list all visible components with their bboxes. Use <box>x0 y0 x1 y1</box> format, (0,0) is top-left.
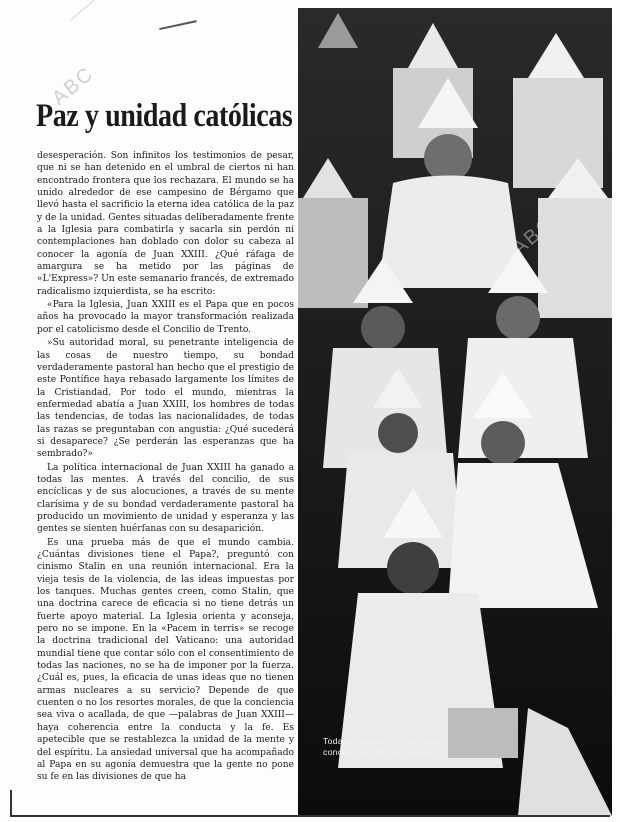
watermark-line <box>70 0 186 21</box>
top-scan-mark <box>159 20 199 40</box>
article-paragraph: desesperación. Son infinitos los testimonios de pesar, que ni se han detenido en el umbral de ciertos ni han encontrado frontera que los rechazara. El mundo se ha unido alrededor de ese campesino de Bérgamo que llevó hasta el sacrificio la eterna idea católica de la paz y de la unidad. Gentes situadas deliberadamente frente a la Iglesia para combatirla y sacarla sin perdón ni contemplaciones han doblado con dolor su cabeza al conocer la agonía de Juan XXIII. ¿Qué ráfaga de amargura se ha metido por las páginas de «L'Express»? Un este semanario francés, de extremado radicalismo izquierdista, se ha escrito: <box>37 151 294 297</box>
article-paragraph: La política internacional de Juan XXIII ha ganado a todas las mentes. A través del concilio, de sus encíclicas y de sus alocuciones, a través de su mente clarísima y de su bondad verdaderamente pastoral ha producido un movimiento de unidad y esperanza y las gentes se sienten huérfanas con su desaparición. <box>37 462 294 535</box>
page-corner-rule <box>10 790 12 817</box>
abc-watermark: ABC <box>508 212 559 260</box>
article-body <box>37 150 294 790</box>
abc-watermark: ABC <box>48 62 99 110</box>
bishops-council-photo <box>298 8 612 816</box>
article-paragraph: »Su autoridad moral, su penetrante inteligencia de las cosas de nuestro tiempo, su bondad verdaderamente pastoral han hecho que el prestigio de este Pontífice haya rebasado largamente los límites de la Cristiandad. Por todo el mundo, mientras la enfermedad abatía a Juan XXIII, los hombres de todas las tendencias, de todas las nacionalidades, de todas las razas se preguntaban con angustia: ¿Qué sucederá si desaparece? ¿Se perderán las esperanzas que ha sembrado?» <box>37 338 294 460</box>
page-bottom-rule <box>10 815 610 817</box>
article-headline: Paz y unidad católicas <box>36 98 293 134</box>
article-paragraph: «Para la Iglesia, Juan XXIII es el Papa que en pocos años ha provocado la mayor transformación realizada por el catolicismo desde el Concilio de Trento. <box>37 300 294 335</box>
photo-illustration <box>298 8 612 816</box>
article-paragraph: Es una prueba más de que el mundo cambia. ¿Cuántas divisiones tiene el Papa?, preguntó con cinismo Stalin en una reunión internacional. Era la vieja tesis de la violencia, de las ideas impuestas por los tanques. Muchas gentes creen, como Stalin, que una doctrina carece de eficacia si no tiene detrás un fuerte apoyo material. La Iglesia orienta y aconseja, pero no se impone. En la «Pacem in terris» se recoge la doctrina tradicional del Vaticano: una autoridad mundial tiene que contar sólo con el consentimiento de todas las naciones, no se ha de imponer por la fuerza. ¿Cuál es, pues, la eficacia de unas ideas que no tienen armas nucleares a su servicio? Depende de que cuenten o no los resortes morales, de que la conciencia sea viva o acallada, de que —palabras de Juan XXIII— haya coherencia entre la conducta y la fe. Es apetecible que se restablezca la unidad de la mente y del espíritu. La ansiedad universal que ha acompañado al Papa en su agonía demuestra que la gente no pone su fe en las divisiones de que ha <box>37 537 294 783</box>
photo-caption: Toda la sabiduría de la Iglesia, concentrada en los debates. <box>323 736 449 757</box>
